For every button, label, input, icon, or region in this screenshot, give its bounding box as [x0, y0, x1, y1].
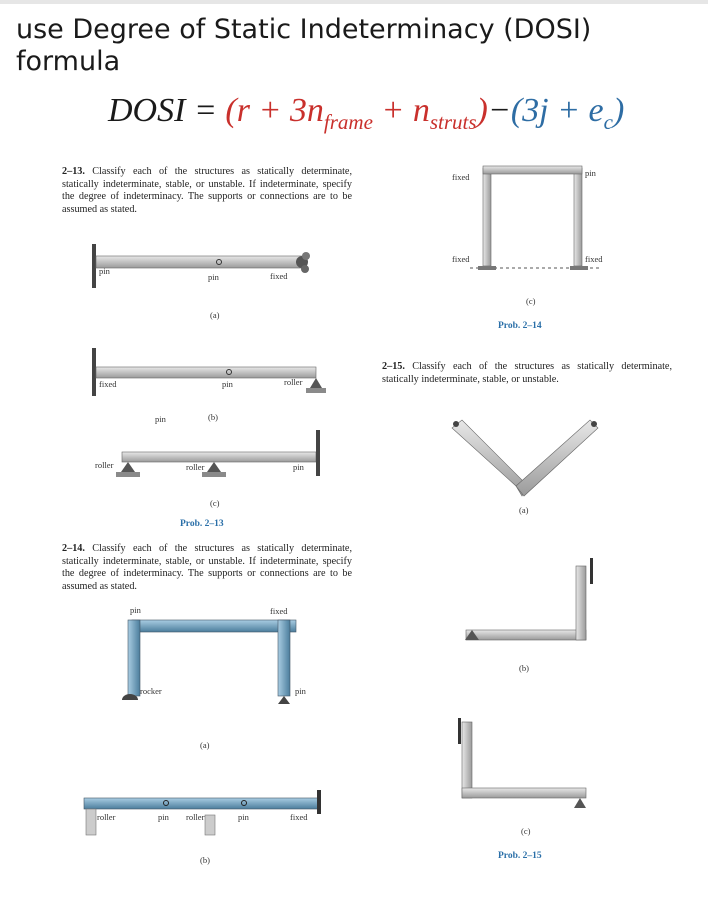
- formula-open: (r + 3n: [225, 92, 324, 129]
- label-fixed: fixed: [270, 271, 288, 281]
- label-fixed: fixed: [290, 812, 308, 822]
- prob-2-14-caption: Prob. 2–14: [498, 321, 542, 331]
- label-roller: roller: [284, 377, 303, 387]
- label-roller: roller: [97, 812, 116, 822]
- formula-equals: =: [185, 92, 226, 129]
- label-roller: roller: [186, 812, 205, 822]
- label-pin: pin: [99, 266, 110, 276]
- caption-b: (b): [519, 663, 529, 673]
- problem-2-13-number: 2–13.: [62, 166, 85, 177]
- caption-c: (c): [526, 296, 536, 306]
- label-rocker: rocker: [140, 686, 162, 696]
- fig-2-15c: [458, 718, 586, 808]
- problem-2-15-number: 2–15.: [382, 361, 405, 372]
- fig-2-15b: [465, 558, 593, 640]
- formula-minus: −: [487, 92, 511, 129]
- label-pin: pin: [293, 462, 304, 472]
- formula-close: ): [476, 92, 488, 129]
- caption-b: (b): [208, 412, 218, 422]
- label-pin: pin: [238, 812, 249, 822]
- fig-2-14c: [470, 166, 603, 270]
- label-pin: pin: [208, 272, 219, 282]
- caption-c: (c): [210, 498, 220, 508]
- label-roller: roller: [186, 462, 205, 472]
- page-heading: use Degree of Static Indeterminacy (DOSI) formula: [16, 14, 592, 77]
- problem-2-13-body: Classify each of the structures as statically determinate, statically indeterminate, stable, or unstable. If indeterminate, specify the degree of indeterminacy. The supports or connections are to be assumed as stated.: [62, 166, 353, 215]
- caption-a: (a): [519, 505, 529, 515]
- formula-lhs: DOSI: [108, 92, 186, 129]
- label-pin: pin: [222, 379, 233, 389]
- label-pin: pin: [155, 414, 166, 424]
- problem-2-14-number: 2–14.: [62, 543, 85, 554]
- fig-2-13c: [116, 430, 320, 477]
- formula-plus: + n: [372, 92, 430, 129]
- label-roller: roller: [95, 460, 114, 470]
- label-pin: pin: [130, 605, 141, 615]
- problem-2-15-body: Classify each of the structures as statically determinate, statically indeterminate, stable, or unstable.: [382, 361, 673, 385]
- label-pin: pin: [158, 812, 169, 822]
- fig-2-13b: [92, 348, 326, 396]
- label-fixed: fixed: [452, 172, 470, 182]
- label-fixed: fixed: [99, 379, 117, 389]
- formula-rhs-a: (3j + e: [510, 92, 604, 129]
- prob-2-13-caption: Prob. 2–13: [180, 519, 224, 529]
- formula-rhs-b: ): [612, 92, 625, 129]
- label-pin: pin: [585, 168, 596, 178]
- label-fixed: fixed: [452, 254, 470, 264]
- caption-b: (b): [200, 855, 210, 865]
- formula-sub-c: c: [603, 109, 613, 134]
- formula-sub-frame: frame: [323, 109, 373, 134]
- caption-a: (a): [210, 310, 220, 320]
- label-pin: pin: [295, 686, 306, 696]
- formula-sub-struts: struts: [429, 109, 477, 134]
- caption-c: (c): [521, 826, 531, 836]
- caption-a: (a): [200, 740, 210, 750]
- fig-2-15a: [452, 420, 598, 496]
- label-fixed: fixed: [585, 254, 603, 264]
- fig-2-13a: [92, 244, 310, 288]
- label-fixed: fixed: [270, 606, 288, 616]
- problem-2-14-body: Classify each of the structures as statically determinate, statically indeterminate, stable, or unstable. If indeterminate, specify the degree of indeterminacy. The supports or connections are to be assumed as stated.: [62, 543, 353, 592]
- prob-2-15-caption: Prob. 2–15: [498, 851, 542, 861]
